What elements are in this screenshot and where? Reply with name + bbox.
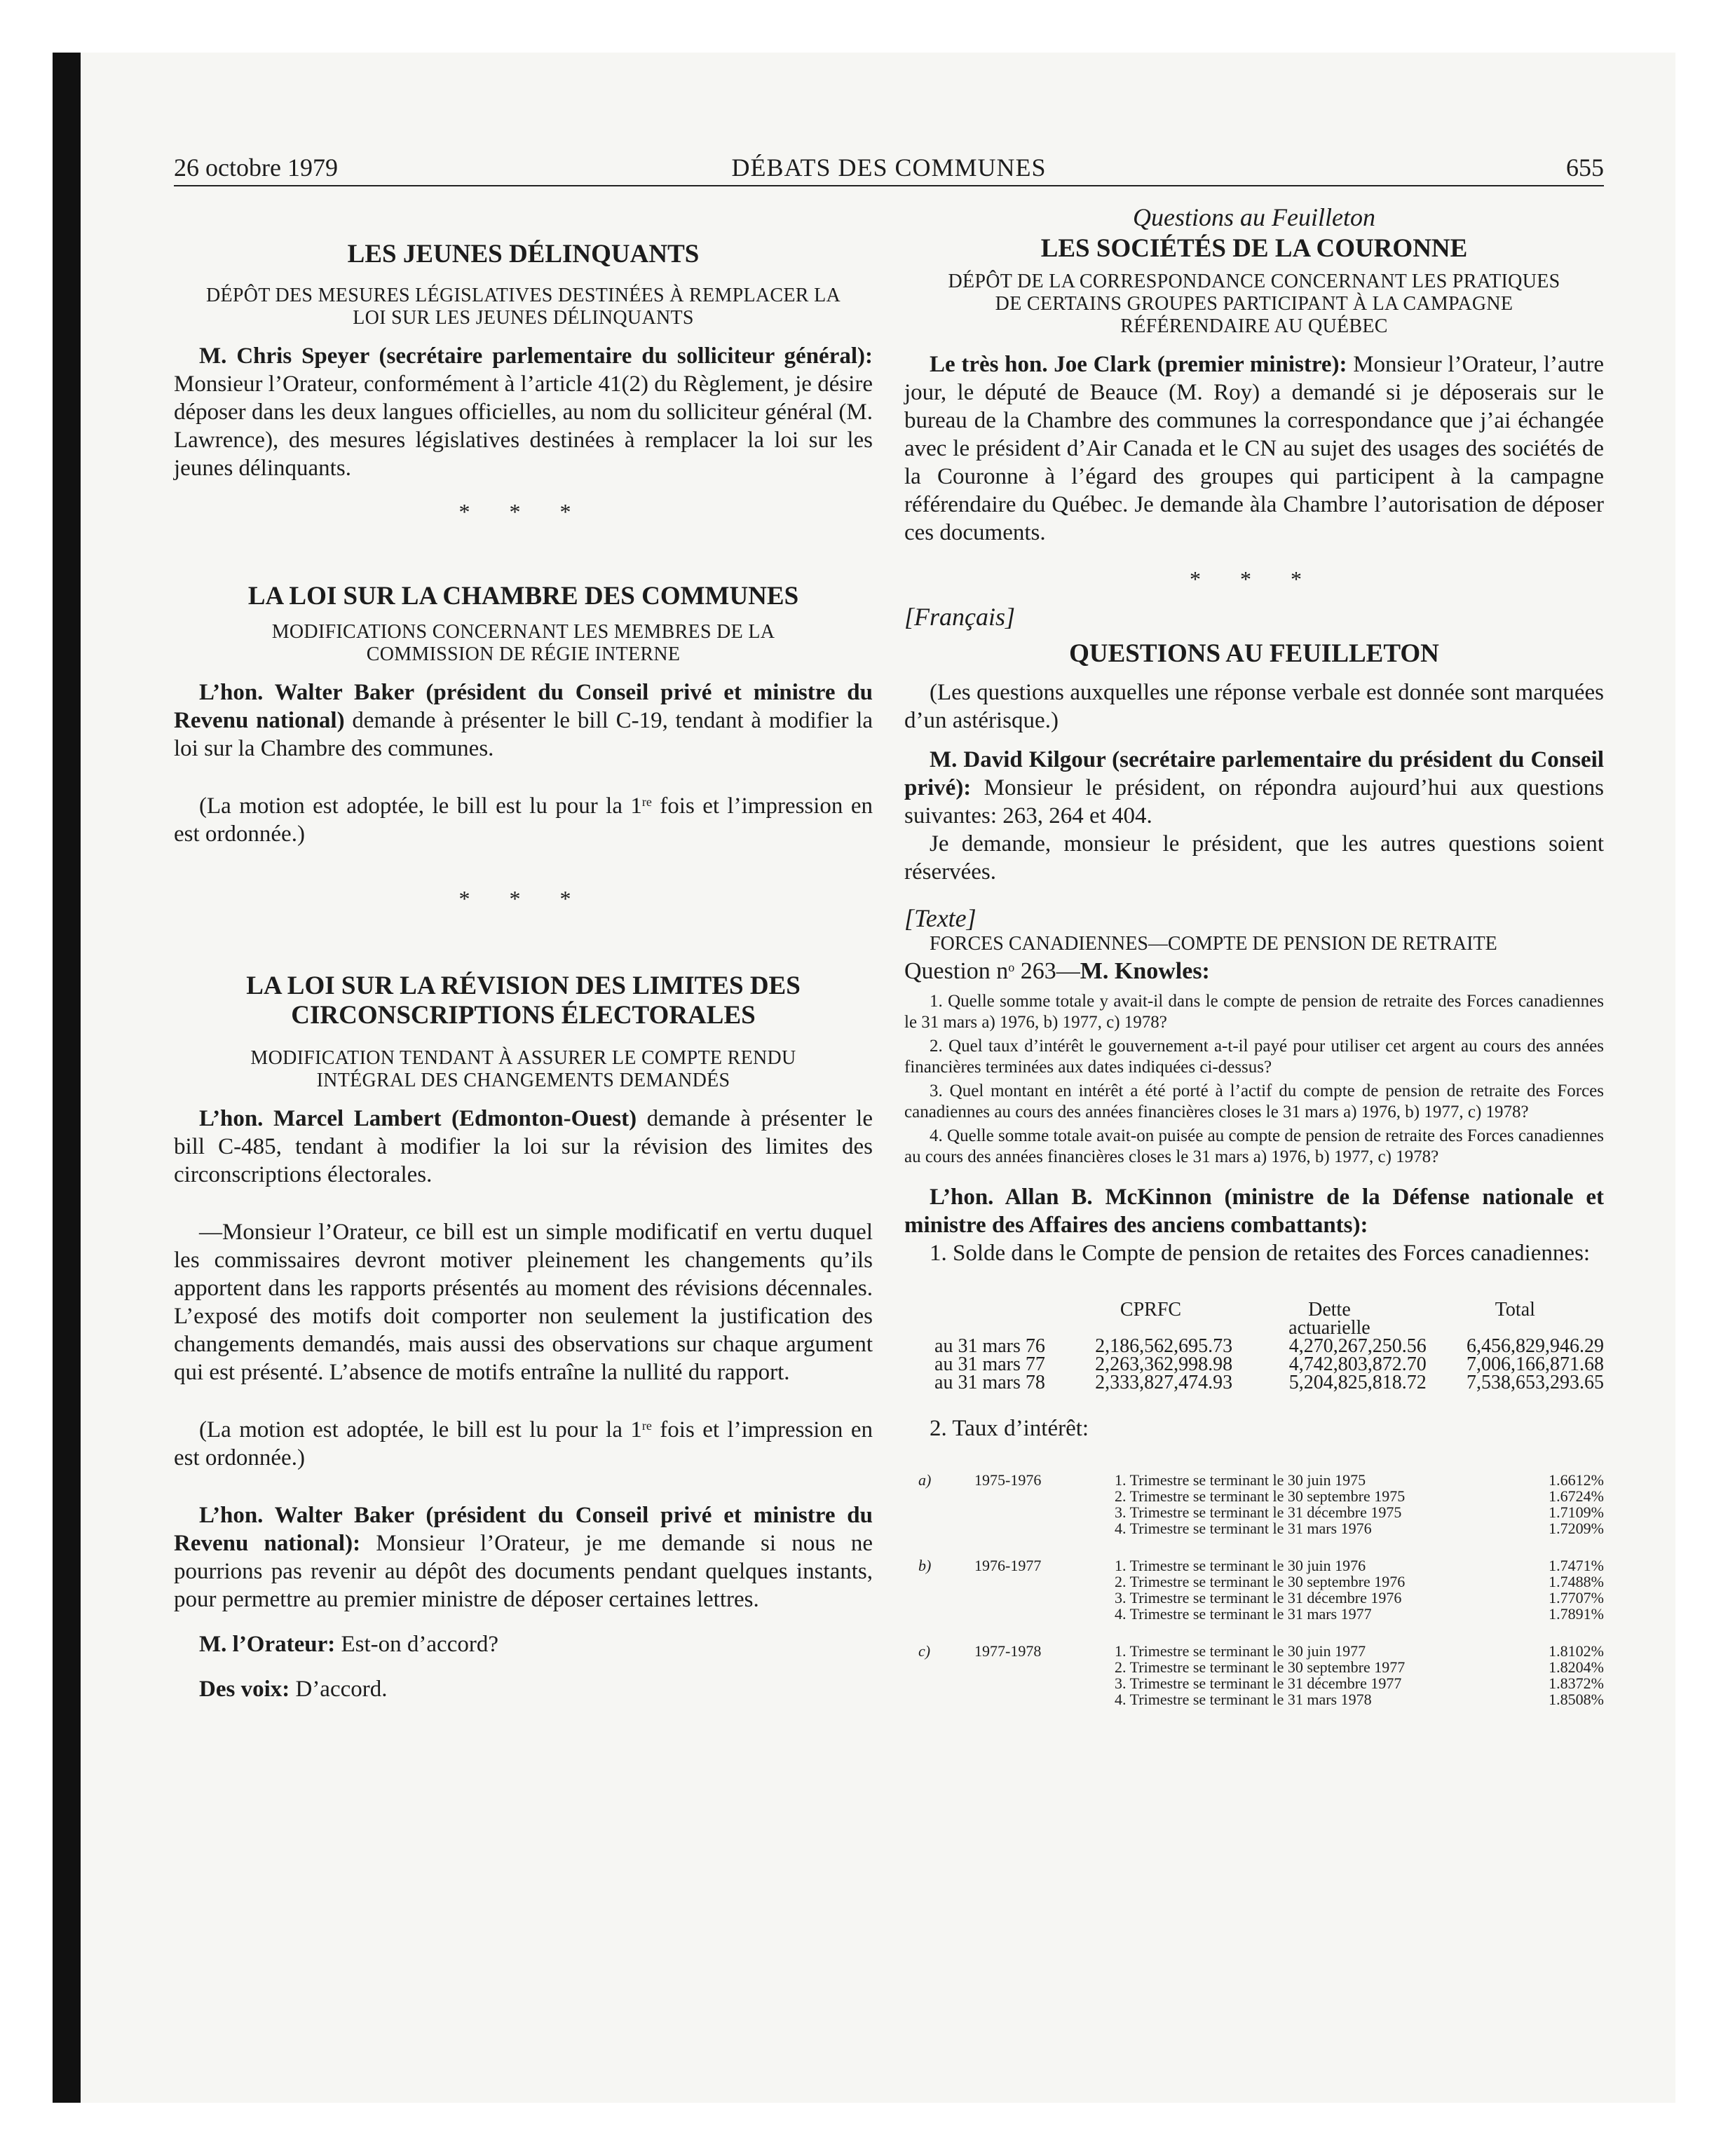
rate-letter: b) xyxy=(918,1557,932,1574)
speech-speyer xyxy=(174,342,873,482)
rate-value: 1.7891% xyxy=(1549,1605,1604,1623)
question-number-a: Question n xyxy=(904,958,1009,984)
section-separator-2: * * * xyxy=(458,886,588,911)
question-number-b: 263— xyxy=(1014,958,1080,984)
section-subtitle-chambre-des-communes: MODIFICATIONS CONCERNANT LES MEMBRES DE LA COMMISSION DE RÉGIE INTERNE xyxy=(271,621,775,665)
header-title: DÉBATS DES COMMUNES xyxy=(731,153,1047,182)
speech-baker-2 xyxy=(174,1501,873,1613)
section-title-jeunes-delinquants: LES JEUNES DÉLINQUANTS xyxy=(347,240,700,268)
pension-table-header xyxy=(904,1301,1604,1337)
question-number-sup: o xyxy=(1008,960,1015,974)
rate-years: 1977-1978 xyxy=(974,1642,1042,1660)
pension-dette-cell: 5,204,825,818.72 xyxy=(1288,1372,1427,1393)
section-subtitle-revision-limites: MODIFICATION TENDANT À ASSURER LE COMPTE RENDU INTÉGRAL DES CHANGEMENTS DEMANDÉS xyxy=(250,1047,796,1091)
question-part-1: 1. Quelle somme totale y avait-il dans le compte de pension de retraite des Forces canadiennes le 31 mars a) 1976, b) 1977, c) 1978? xyxy=(904,992,1604,1032)
section-subtitle-societes-couronne: DÉPÔT DE LA CORRESPONDANCE CONCERNANT LES PRATIQUES DE CERTAINS GROUPES PARTICIPANT À LA CAMPAGNE RÉFÉRENDAIRE AU QUÉBEC xyxy=(948,271,1560,337)
rate-quarter-label: 1. Trimestre se terminant le 30 juin 1976 xyxy=(1115,1557,1366,1574)
rate-row xyxy=(904,1675,1604,1691)
rate-value: 1.7109% xyxy=(1549,1503,1604,1521)
speaker-baker-2: L’hon. Walter Baker (président du Conseil privé et ministre du Revenu national): xyxy=(174,1503,873,1556)
rate-quarter-label: 2. Trimestre se terminant le 30 septembre 1977 xyxy=(1115,1658,1406,1676)
section-title-chambre-des-communes: LA LOI SUR LA CHAMBRE DES COMMUNES xyxy=(247,582,799,610)
pension-total-cell: 6,456,829,946.29 xyxy=(1467,1335,1604,1357)
motion-note-1-sup: re xyxy=(641,795,652,809)
rate-letter: a) xyxy=(918,1471,932,1489)
motion-note-1-a: (La motion est adoptée, le bill est lu pour la 1 xyxy=(199,793,642,819)
speech-orateur-text: Est-on d’accord? xyxy=(335,1632,498,1657)
question-part-2: 2. Quel taux d’intérêt le gouvernement a-t-il payé pour utiliser cet argent au cours des années financières terminées aux dates indiquées ci-dessus? xyxy=(904,1037,1604,1077)
question-asker: M. Knowles: xyxy=(1080,958,1210,984)
speaker-clark: Le très hon. Joe Clark (premier ministre): xyxy=(930,352,1347,377)
rate-row xyxy=(904,1574,1604,1590)
rate-quarter-label: 1. Trimestre se terminant le 30 juin 1977 xyxy=(1115,1642,1366,1660)
rate-row xyxy=(904,1691,1604,1707)
rate-row xyxy=(904,1643,1604,1659)
speaker-baker-1: L’hon. Walter Baker (président du Conseil privé et ministre du Revenu national) xyxy=(174,680,873,733)
speech-baker-1-text: demande à présenter le bill C-19, tendant à modifier la loi sur la Chambre des communes. xyxy=(174,708,873,761)
motion-note-2 xyxy=(174,1416,873,1472)
speaker-des-voix: Des voix: xyxy=(199,1677,290,1702)
speaker-speyer: M. Chris Speyer (secrétaire parlementaire du solliciteur général): xyxy=(199,343,873,369)
section-title-societes-couronne: LES SOCIÉTÉS DE LA COURONNE xyxy=(1040,234,1468,263)
page-header xyxy=(174,149,1604,186)
francais-label: [Français] xyxy=(904,603,1016,631)
texte-label: [Texte] xyxy=(904,904,977,932)
rate-row xyxy=(904,1659,1604,1675)
rate-value: 1.6724% xyxy=(1549,1487,1604,1505)
pension-date-cell: au 31 mars 77 xyxy=(934,1353,1045,1375)
speech-kilgour xyxy=(904,746,1604,830)
rate-value: 1.7209% xyxy=(1549,1520,1604,1537)
section-separator-1: * * * xyxy=(458,499,588,524)
speaker-orateur: M. l’Orateur: xyxy=(199,1632,336,1657)
motion-note-2-a: (La motion est adoptée, le bill est lu pour la 1 xyxy=(199,1417,642,1442)
rate-quarter-label: 1. Trimestre se terminant le 30 juin 1975 xyxy=(1115,1471,1366,1489)
rate-years: 1975-1976 xyxy=(974,1471,1042,1489)
pension-date-cell: au 31 mars 76 xyxy=(934,1335,1045,1357)
pension-cprfc-cell: 2,186,562,695.73 xyxy=(1095,1335,1233,1357)
pension-dette-cell: 4,270,267,250.56 xyxy=(1288,1335,1427,1357)
answer-item-2: 2. Taux d’intérêt: xyxy=(930,1416,1089,1441)
table-row xyxy=(904,1374,1604,1392)
pension-header-blank xyxy=(904,1301,1055,1337)
speaker-lambert: L’hon. Marcel Lambert (Edmonton-Ouest) xyxy=(199,1106,637,1131)
section-title-revision-limites: LA LOI SUR LA RÉVISION DES LIMITES DES CIRCONSCRIPTIONS ÉLECTORALES xyxy=(246,971,801,1030)
motion-note-2-b: fois et l’impression en est ordonnée.) xyxy=(174,1417,873,1471)
speech-kilgour-text: Monsieur le président, on répondra aujourd’hui aux questions suivantes: 263, 264 et 404. xyxy=(904,775,1604,828)
speech-speyer-text: Monsieur l’Orateur, conformément à l’article 41(2) du Règlement, je désire déposer dans les deux langues officielles, au nom du solliciteur général (M. Lawrence), des mesures législatives destinées à remplacer la loi sur les jeunes délinquants. xyxy=(174,371,873,481)
questions-au-feuilleton-heading: Questions au Feuilleton xyxy=(1133,203,1375,231)
question-part-3: 3. Quel montant en intérêt a été porté à l’actif du compte de pension de retraite des Forces canadiennes au cours des années financières closes le 31 mars a) 1976, b) 1977, c) 1978? xyxy=(904,1082,1604,1121)
pension-cprfc-cell: 2,263,362,998.98 xyxy=(1095,1353,1233,1375)
speaker-kilgour: M. David Kilgour (secrétaire parlementaire du président du Conseil privé): xyxy=(904,747,1604,800)
question-title: FORCES CANADIENNES—COMPTE DE PENSION DE RETRAITE xyxy=(930,933,1497,955)
left-column xyxy=(174,203,873,1998)
pension-total-cell: 7,006,166,871.68 xyxy=(1467,1353,1604,1375)
speech-orateur xyxy=(174,1630,873,1658)
rate-value: 1.6612% xyxy=(1549,1471,1604,1489)
rate-value: 1.7488% xyxy=(1549,1573,1604,1590)
pension-total-cell: 7,538,653,293.65 xyxy=(1467,1372,1604,1393)
right-column xyxy=(904,203,1604,1998)
speech-lambert xyxy=(174,1105,873,1189)
speech-baker-1 xyxy=(174,678,873,763)
question-number xyxy=(904,957,1604,985)
pension-cprfc-cell: 2,333,827,474.93 xyxy=(1095,1372,1233,1393)
rate-quarter-label: 4. Trimestre se terminant le 31 mars 1977 xyxy=(1115,1605,1372,1623)
speaker-mckinnon: L’hon. Allan B. McKinnon (ministre de la Défense nationale et ministre des Affaires des anciens combattants): xyxy=(904,1185,1604,1238)
section-subtitle-jeunes-delinquants: DÉPÔT DES MESURES LÉGISLATIVES DESTINÉES À REMPLACER LA LOI SUR LES JEUNES DÉLINQUANTS xyxy=(205,285,841,329)
rate-value: 1.7471% xyxy=(1549,1557,1604,1574)
pension-header-cprfc: CPRFC xyxy=(1120,1299,1182,1321)
pension-header-total: Total xyxy=(1495,1299,1535,1321)
speech-lambert-text: demande à présenter le bill C-485, tendant à modifier la loi sur la révision des limites des circonscriptions électorales. xyxy=(174,1106,873,1187)
pension-dette-cell: 4,742,803,872.70 xyxy=(1288,1353,1427,1375)
rate-row xyxy=(904,1557,1604,1574)
motion-note-1 xyxy=(174,792,873,848)
rate-quarter-label: 2. Trimestre se terminant le 30 septembre 1976 xyxy=(1115,1573,1406,1590)
rate-value: 1.8204% xyxy=(1549,1658,1604,1676)
speech-clark-text: Monsieur l’Orateur, l’autre jour, le député de Beauce (M. Roy) a demandé si je déposerais sur le bureau de la Chambre des communes la correspondance que j’ai échangée avec le président d’Air Canada et le CN au sujet des usages des sociétés de la Couronne à l’égard des groupes qui participent à la campagne référendaire du Québec. Je demande àla Chambre l’autorisation de déposer ces documents. xyxy=(904,352,1604,545)
rate-value: 1.8508% xyxy=(1549,1691,1604,1708)
motion-note-1-b: fois et l’impression en est ordonnée.) xyxy=(174,793,873,847)
kilgour-request: Je demande, monsieur le président, que les autres questions soient réservées. xyxy=(904,831,1604,885)
answer-item-1: 1. Solde dans le Compte de pension de retaites des Forces canadiennes: xyxy=(930,1241,1591,1266)
motion-note-2-sup: re xyxy=(641,1419,652,1433)
speech-baker-2-text: Monsieur l’Orateur, je me demande si nous ne pourrions pas revenir au dépôt des documents pendant quelques instants, pour permettre au premier ministre de déposer certaines lettres. xyxy=(174,1531,873,1612)
rate-row xyxy=(904,1520,1604,1536)
scan-binding-edge xyxy=(53,53,81,2103)
rate-quarter-label: 4. Trimestre se terminant le 31 mars 1976 xyxy=(1115,1520,1372,1537)
section-title-questions-feuilleton: QUESTIONS AU FEUILLETON xyxy=(1069,639,1439,668)
lambert-explanation: —Monsieur l’Orateur, ce bill est un simple modificatif en vertu duquel les commissaires devront motiver pleinement les changements qu’ils apportent dans les rapports présentés au moment des révisions décennales. L’exposé des motifs doit comporter non seulement la justification des changements demandés, mais aussi des observations sur chaque argument qui est présenté. L’absence de motifs entraîne la nullité du rapport. xyxy=(174,1220,873,1385)
rate-row xyxy=(904,1590,1604,1606)
speech-des-voix xyxy=(174,1675,873,1703)
interest-rate-table xyxy=(904,1472,1604,1707)
rate-value: 1.8102% xyxy=(1549,1642,1604,1660)
rate-letter: c) xyxy=(918,1642,931,1660)
rate-quarter-label: 4. Trimestre se terminant le 31 mars 1978 xyxy=(1115,1691,1372,1708)
rate-row xyxy=(904,1504,1604,1520)
pension-header-dette: Dette actuarielle xyxy=(1288,1299,1370,1339)
speech-clark xyxy=(904,350,1604,547)
rate-row xyxy=(904,1606,1604,1622)
speech-des-voix-text: D’accord. xyxy=(290,1677,388,1702)
rate-quarter-label: 3. Trimestre se terminant le 31 décembre 1975 xyxy=(1115,1503,1402,1521)
rate-row xyxy=(904,1488,1604,1504)
rate-quarter-label: 2. Trimestre se terminant le 30 septembre 1975 xyxy=(1115,1487,1406,1505)
questions-intro: (Les questions auxquelles une réponse verbale est donnée sont marquées d’un astérisque.) xyxy=(904,680,1604,733)
page-number: 655 xyxy=(1566,153,1604,182)
pension-balance-table xyxy=(904,1301,1604,1392)
rate-quarter-label: 3. Trimestre se terminant le 31 décembre 1977 xyxy=(1115,1674,1402,1692)
pension-date-cell: au 31 mars 78 xyxy=(934,1372,1045,1393)
section-separator-right: * * * xyxy=(1190,566,1319,592)
rate-row xyxy=(904,1472,1604,1488)
rate-value: 1.8372% xyxy=(1549,1674,1604,1692)
question-part-4: 4. Quelle somme totale avait-on puisée au compte de pension de retraite des Forces canadiennes au cours des années financières closes le 31 mars a) 1976, b) 1977, c) 1978? xyxy=(904,1126,1604,1166)
header-date: 26 octobre 1979 xyxy=(174,153,338,182)
rate-quarter-label: 3. Trimestre se terminant le 31 décembre 1976 xyxy=(1115,1589,1402,1606)
rate-value: 1.7707% xyxy=(1549,1589,1604,1606)
rate-years: 1976-1977 xyxy=(974,1557,1042,1574)
answer-mckinnon xyxy=(904,1183,1604,1239)
